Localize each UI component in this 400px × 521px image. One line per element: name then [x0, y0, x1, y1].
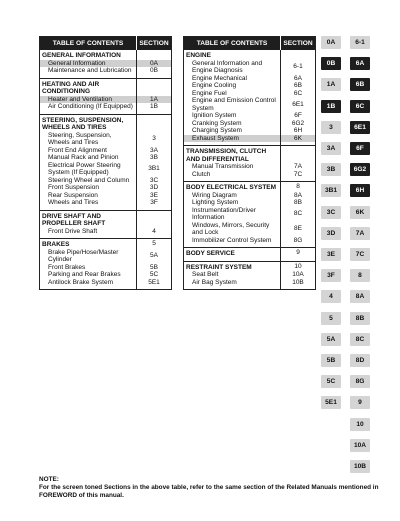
section-tab-10[interactable]: 10 [350, 418, 370, 431]
toc-section-row [40, 78, 172, 96]
toc-table-left [39, 36, 172, 290]
toc-item-row [184, 75, 316, 83]
toc-gap-cell [40, 286, 137, 290]
toc-item-code: 8C [281, 207, 316, 222]
toc-section-code [281, 146, 316, 164]
toc-item-code: 3 [137, 132, 172, 147]
toc-section-code [137, 50, 172, 60]
toc-item-code: 6K [281, 135, 316, 143]
section-tab-6h[interactable]: 6H [350, 184, 370, 197]
toc-item-row [184, 163, 316, 171]
toc-section-row [40, 210, 172, 228]
toc-item-code: 1A [137, 96, 172, 104]
toc-section-row [40, 114, 172, 132]
section-tab-6c[interactable]: 6C [350, 100, 370, 113]
toc-item-code: 6G2 [281, 120, 316, 128]
toc-item-code: 10B [281, 279, 316, 287]
toc-item-title: General Information [40, 60, 137, 68]
toc-item-title: Air Bag System [192, 278, 237, 286]
toc-item-row [40, 228, 172, 236]
toc-section-row [184, 50, 316, 60]
toc-item-code: 4 [137, 228, 172, 236]
toc-item-title: Front Drive Shaft [48, 227, 98, 235]
toc-item-code: 8G [281, 237, 316, 245]
toc-item-row [40, 132, 172, 147]
toc-item-row [40, 249, 172, 264]
toc-item-row [184, 207, 316, 222]
toc-item-title: General Information and Engine Diagnosis [192, 59, 263, 74]
toc-item-code: 3D [137, 184, 172, 192]
toc-item-row [184, 82, 316, 90]
toc-item-title: Parking and Rear Brakes [48, 271, 121, 278]
toc-item-title: Front Brakes [48, 263, 86, 271]
toc-item-title: Seat Belt [192, 271, 219, 278]
toc-section-title: TRANSMISSION, CLUTCH AND DIFFERENTIAL [186, 148, 267, 163]
toc-item-row [40, 177, 172, 185]
toc-item-row [40, 271, 172, 279]
toc-item-row [184, 271, 316, 279]
toc-gap [184, 286, 316, 290]
toc-item-title: Manual Transmission [192, 163, 254, 170]
toc-item-row [184, 97, 316, 112]
toc-header-section: SECTION [137, 37, 172, 51]
toc-section-row [40, 239, 172, 249]
toc-item-title: Charging System [192, 127, 242, 134]
toc-item-code: 3F [137, 199, 172, 207]
toc-item-title: Instrumentation/Driver Information [192, 206, 256, 221]
toc-item-code: 3E [137, 192, 172, 200]
toc-section-title: RESTRAINT SYSTEM [186, 263, 252, 271]
toc-item-code: 3C [137, 177, 172, 185]
section-tab-6b[interactable]: 6B [350, 78, 370, 91]
toc-body-middle [184, 50, 316, 290]
toc-item-title: Electrical Power Steering System (If Equipped) [48, 161, 121, 176]
toc-item-code: 5A [137, 249, 172, 264]
toc-item-title: Ignition System [192, 112, 237, 119]
toc-item-title: Engine Mechanical [192, 74, 247, 82]
section-tab-3b1[interactable]: 3B1 [321, 184, 341, 197]
toc-item-code: 5B [137, 264, 172, 272]
toc-header-title: TABLE OF CONTENTS [40, 37, 137, 51]
toc-item-row [184, 112, 316, 120]
toc-item-row [40, 279, 172, 287]
toc-item-title: Windows, Mirrors, Security and Lock [192, 221, 270, 236]
toc-item-title: Maintenance and Lubrication [48, 67, 132, 74]
toc-item-title: Manual Rack and Pinion [48, 154, 119, 161]
toc-item-title: Heater and Ventilation [40, 96, 137, 104]
section-tab-8g[interactable]: 8G [350, 375, 370, 388]
section-tab-3[interactable]: 3 [321, 121, 341, 134]
toc-section-code: 9 [281, 248, 316, 258]
section-tab-1b[interactable]: 1B [321, 100, 341, 113]
toc-gap-cell [184, 286, 281, 290]
section-tab-3f[interactable]: 3F [321, 269, 341, 282]
section-tab-9[interactable]: 9 [350, 396, 370, 409]
toc-section-title: BODY SERVICE [186, 250, 235, 257]
section-tab-8a[interactable]: 8A [350, 290, 370, 303]
toc-section-code: 5 [137, 239, 172, 249]
toc-item-title: Clutch [192, 170, 211, 178]
toc-item-code: 10A [281, 271, 316, 279]
toc-item-title: Cranking System [192, 119, 242, 127]
toc-item-code: 3B [137, 154, 172, 162]
section-tab-8d[interactable]: 8D [350, 354, 370, 367]
toc-section-code [137, 78, 172, 96]
toc-section-row [40, 50, 172, 60]
toc-item-code: 3A [137, 147, 172, 155]
toc-item-code: 8E [281, 222, 316, 237]
toc-item-code: 6-1 [281, 60, 316, 75]
toc-item-row [184, 237, 316, 245]
toc-section-title: ENGINE [186, 52, 211, 59]
toc-item-title: Engine and Emission Control System [192, 97, 276, 112]
toc-item-row [184, 127, 316, 135]
toc-item-title: Exhaust System [184, 135, 281, 143]
toc-item-title: Antilock Brake System [48, 278, 114, 286]
toc-section-code: 10 [281, 261, 316, 271]
toc-gap [40, 286, 172, 290]
toc-section-title: GENERAL INFORMATION [42, 52, 121, 59]
section-tab-6g2[interactable]: 6G2 [350, 163, 370, 176]
section-tab-5b[interactable]: 5B [321, 354, 341, 367]
toc-item-row [40, 264, 172, 272]
toc-item-code: 5E1 [137, 279, 172, 287]
section-tab-7a[interactable]: 7A [350, 227, 370, 240]
toc-item-title: Front End Alignment [48, 146, 107, 154]
toc-item-row [184, 120, 316, 128]
section-tab-5c[interactable]: 5C [321, 375, 341, 388]
toc-item-row [184, 60, 316, 75]
toc-item-row [184, 199, 316, 207]
toc-item-row [40, 96, 172, 104]
toc-item-row [40, 184, 172, 192]
toc-section-title: DRIVE SHAFT AND PROPELLER SHAFT [42, 212, 106, 227]
toc-item-row [40, 162, 172, 177]
section-tab-10b[interactable]: 10B [350, 460, 370, 473]
toc-item-title: Steering Wheel and Column [48, 176, 130, 184]
section-tab-8b[interactable]: 8B [350, 312, 370, 325]
toc-body-left [40, 50, 172, 290]
toc-item-row [184, 171, 316, 179]
section-tab-3b[interactable]: 3B [321, 163, 341, 176]
toc-section-title: HEATING AND AIR CONDITIONING [42, 80, 100, 95]
toc-item-code: 0B [137, 67, 172, 75]
toc-item-title: Immobilizer Control System [192, 236, 272, 244]
toc-item-title: Steering, Suspension, Wheels and Tires [48, 131, 112, 146]
toc-item-row [184, 135, 316, 143]
toc-item-code: 6F [281, 112, 316, 120]
toc-item-row [40, 60, 172, 68]
toc-section-title: BODY ELECTRICAL SYSTEM [186, 184, 277, 191]
toc-item-code: 8B [281, 199, 316, 207]
toc-item-row [40, 67, 172, 75]
toc-item-row [184, 192, 316, 200]
toc-item-row [40, 103, 172, 111]
toc-item-code: 7A [281, 163, 316, 171]
toc-item-code: 6H [281, 127, 316, 135]
toc-item-title: Front Suspension [48, 184, 99, 191]
toc-item-title: Engine Cooling [192, 82, 237, 89]
toc-item-code: 3B1 [137, 162, 172, 177]
toc-section-row [184, 248, 316, 258]
section-tab-8[interactable]: 8 [350, 269, 370, 282]
toc-item-title: Lighting System [192, 199, 239, 206]
toc-item-code: 6A [281, 75, 316, 83]
toc-section-code [137, 114, 172, 132]
section-tab-8c[interactable]: 8C [350, 333, 370, 346]
section-tab-10a[interactable]: 10A [350, 439, 370, 452]
toc-item-code: 8A [281, 192, 316, 200]
section-tab-6k[interactable]: 6K [350, 206, 370, 219]
toc-item-title: Air Conditioning (If Equipped) [48, 103, 133, 110]
toc-gap-cell [137, 286, 172, 290]
toc-item-row [184, 222, 316, 237]
toc-section-code [281, 50, 316, 60]
section-tab-6f[interactable]: 6F [350, 142, 370, 155]
toc-item-code: 0A [137, 60, 172, 68]
toc-item-code: 5C [137, 271, 172, 279]
toc-section-title: STEERING, SUSPENSION, WHEELS AND TIRES [42, 116, 124, 131]
section-tab-6-1[interactable]: 6-1 [350, 36, 370, 49]
toc-item-row [40, 147, 172, 155]
section-tab-5e1[interactable]: 5E1 [321, 396, 341, 409]
section-tab-3e[interactable]: 3E [321, 248, 341, 261]
toc-section-title: BRAKES [42, 241, 70, 248]
note-heading: NOTE: [39, 476, 59, 483]
toc-item-row [40, 192, 172, 200]
toc-item-code: 6C [281, 90, 316, 98]
toc-item-title: Engine Fuel [192, 89, 227, 97]
toc-item-title: Wheels and Tires [48, 199, 99, 206]
toc-item-code: 1B [137, 103, 172, 111]
section-tab-6e1[interactable]: 6E1 [350, 121, 370, 134]
section-tab-4[interactable]: 4 [321, 290, 341, 303]
section-tab-0a[interactable]: 0A [321, 36, 341, 49]
toc-item-row [40, 154, 172, 162]
section-tab-3c[interactable]: 3C [321, 206, 341, 219]
toc-item-row [184, 279, 316, 287]
toc-item-code: 6E1 [281, 97, 316, 112]
toc-gap-cell [281, 286, 316, 290]
note-text: For the screen toned Sections in the above table, refer to the same section of the Related Manuals mentioned in FOREWORD of this manual. [39, 484, 379, 499]
toc-item-title: Rear Suspension [48, 191, 98, 199]
toc-header-section: SECTION [281, 37, 316, 51]
section-tab-7c[interactable]: 7C [350, 248, 370, 261]
toc-section-row [184, 182, 316, 192]
toc-item-title: Brake Pipe/Hose/Master Cylinder [48, 248, 119, 263]
toc-section-row [184, 261, 316, 271]
toc-section-code: 8 [281, 182, 316, 192]
toc-section-code [137, 210, 172, 228]
section-tab-0b[interactable]: 0B [321, 57, 341, 70]
toc-table-middle [183, 36, 316, 290]
section-tab-3a[interactable]: 3A [321, 142, 341, 155]
toc-item-title: Wiring Diagram [192, 191, 237, 199]
toc-item-row [184, 90, 316, 98]
section-tab-3d[interactable]: 3D [321, 227, 341, 240]
toc-section-row [184, 146, 316, 164]
note-block [39, 476, 385, 500]
toc-item-code: 7C [281, 171, 316, 179]
section-tab-5[interactable]: 5 [321, 312, 341, 325]
toc-header-title: TABLE OF CONTENTS [184, 37, 281, 51]
section-tab-1a[interactable]: 1A [321, 78, 341, 91]
toc-item-code: 6B [281, 82, 316, 90]
section-tab-5a[interactable]: 5A [321, 333, 341, 346]
section-tab-6a[interactable]: 6A [350, 57, 370, 70]
toc-item-row [40, 199, 172, 207]
